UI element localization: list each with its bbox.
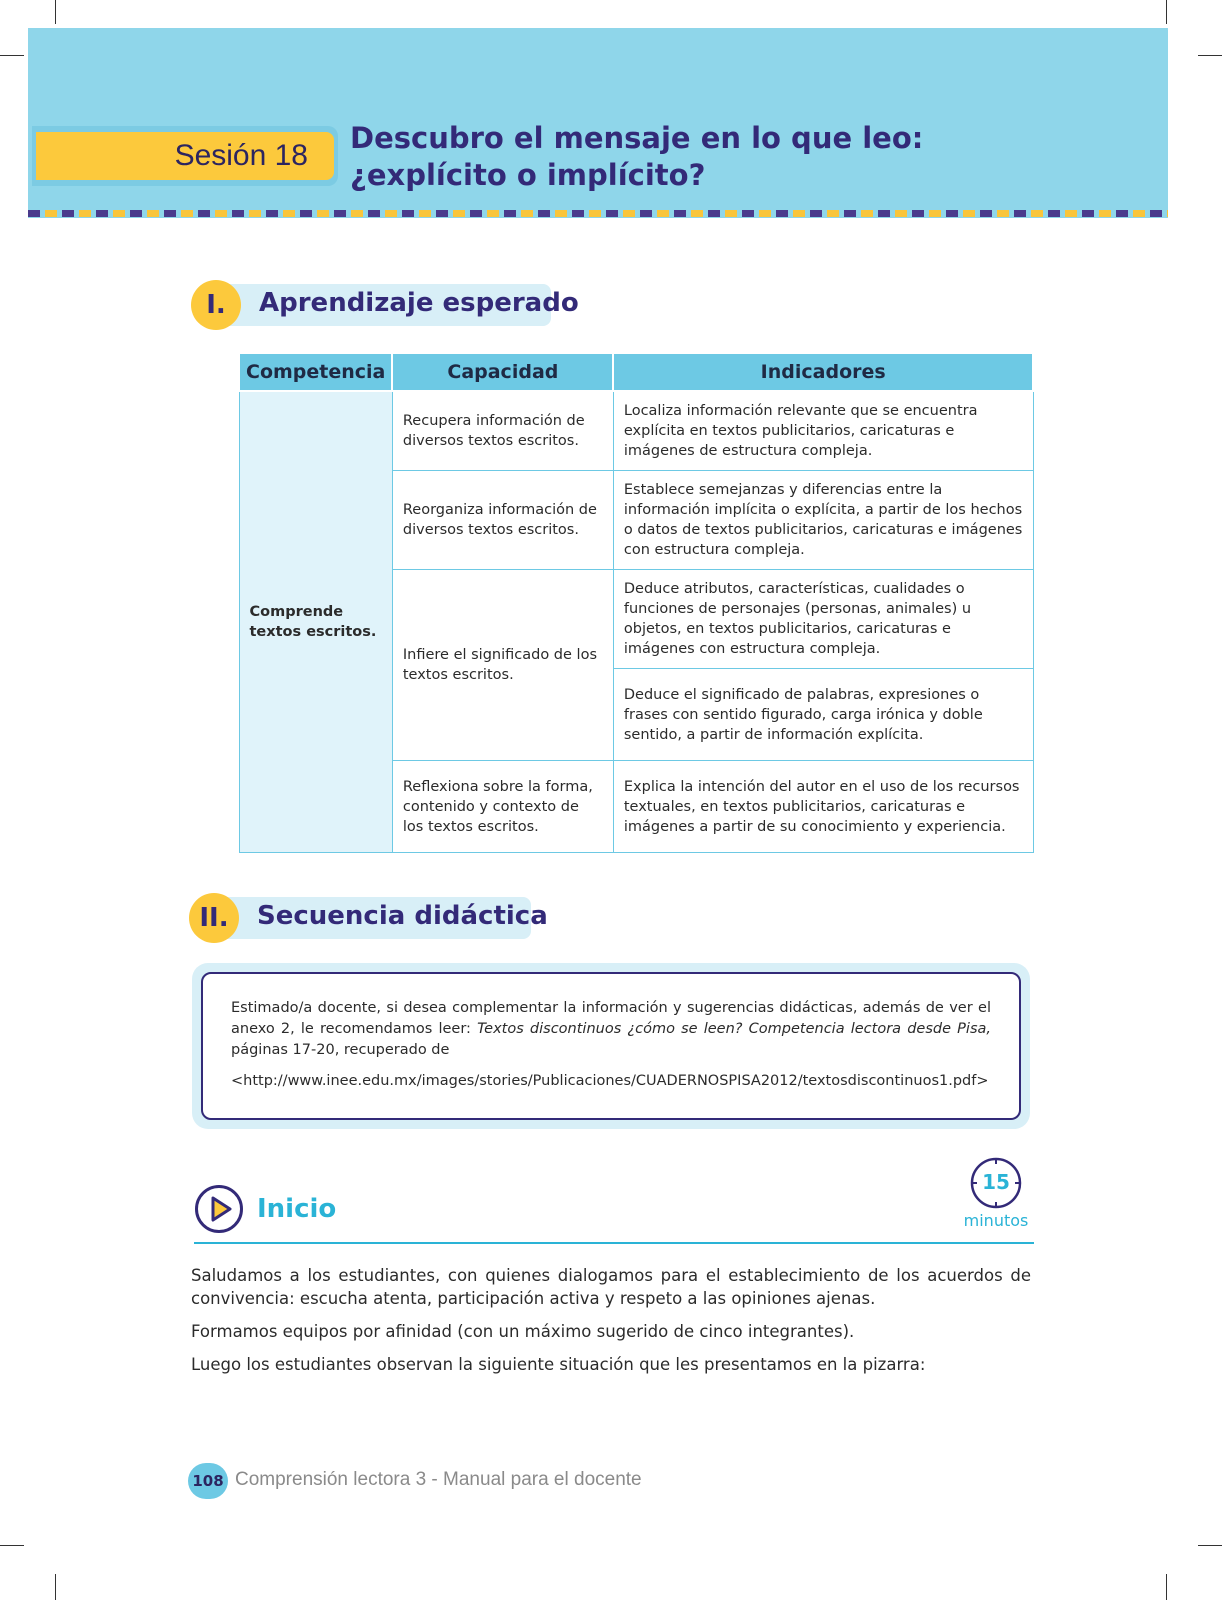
table-header-cell: Indicadores xyxy=(613,353,1033,391)
capacidad-cell: Reorganiza información de diversos textos escritos. xyxy=(392,471,613,570)
inicio-body xyxy=(191,1264,1031,1386)
timer-unit: minutos xyxy=(963,1211,1029,1230)
teacher-note-content xyxy=(201,972,1021,1120)
page-title-line1: Descubro el mensaje en lo que leo: xyxy=(350,121,924,155)
indicador-cell: Deduce el significado de palabras, expresiones o frases con sentido figurado, carga irónica y doble sentido, a partir de información explícita. xyxy=(613,669,1033,761)
indicador-cell: Deduce atributos, características, cualidades o funciones de personajes (personas, animales) u objetos, en textos publicitarios, caricaturas e imágenes con estructura compleja. xyxy=(613,570,1033,669)
page-number: 108 xyxy=(188,1463,228,1499)
competency-table xyxy=(238,352,1034,853)
capacidad-cell: Recupera información de diversos textos escritos. xyxy=(392,391,613,471)
note-text-before: Estimado/a docente, si desea complementar la información y sugerencias didácticas, además de ver el anexo 2, le recomendamos leer: xyxy=(231,1000,991,1037)
note-url: <http://www.inee.edu.mx/images/stories/Publicaciones/CUADERNOSPISA2012/textosdiscontinuos1.pdf> xyxy=(231,1073,989,1089)
indicador-cell: Establece semejanzas y diferencias entre la información implícita o explícita, a partir de los hechos o datos de textos publicitarios, caricaturas e imágenes con estructura compleja. xyxy=(613,471,1033,570)
play-icon xyxy=(194,1184,244,1234)
inicio-divider xyxy=(194,1242,1034,1244)
table-header-cell: Competencia xyxy=(239,353,392,391)
paragraph: Luego los estudiantes observan la siguiente situación que les presentamos en la pizarra: xyxy=(191,1355,926,1374)
crop-mark xyxy=(1166,0,1167,24)
crop-mark xyxy=(1166,1574,1167,1600)
paragraph: Saludamos a los estudiantes, con quienes dialogamos para el establecimiento de los acuerdos de convivencia: escucha atenta, participación activa y respeto a las opiniones ajenas. xyxy=(191,1266,1031,1308)
table-row xyxy=(239,391,1033,471)
crop-mark xyxy=(1198,1545,1222,1546)
section-numeral: I. xyxy=(191,280,241,330)
section-title: Aprendizaje esperado xyxy=(259,288,579,318)
session-label: Sesión 18 xyxy=(174,139,308,172)
page-title-line2: ¿explícito o implícito? xyxy=(350,158,706,192)
crop-mark xyxy=(0,1545,24,1546)
indicador-cell: Localiza información relevante que se encuentra explícita en textos publicitarios, caricaturas e imágenes de estructura compleja. xyxy=(613,391,1033,471)
teacher-note-box xyxy=(192,963,1030,1129)
session-badge-inner xyxy=(36,132,334,180)
capacidad-cell: Reflexiona sobre la forma, contenido y contexto de los textos escritos. xyxy=(392,761,613,853)
crop-mark xyxy=(0,55,24,56)
note-text-after: páginas 17-20, recuperado de xyxy=(231,1042,450,1058)
note-reference-title: Textos discontinuos ¿cómo se leen? Competencia lectora desde Pisa, xyxy=(477,1021,992,1037)
capacidad-cell: Infiere el significado de los textos escritos. xyxy=(392,570,613,761)
section-heading-aprendizaje xyxy=(191,280,579,330)
crop-mark xyxy=(1198,55,1222,56)
page-title xyxy=(350,120,1150,194)
table-header-cell: Capacidad xyxy=(392,353,613,391)
section-heading-secuencia xyxy=(189,893,549,943)
session-badge xyxy=(32,126,338,186)
footer-book-title: Comprensión lectora 3 - Manual para el docente xyxy=(235,1469,642,1490)
table-header-row xyxy=(239,353,1033,391)
indicador-cell: Explica la intención del autor en el uso de los recursos textuales, en textos publicitarios, caricaturas e imágenes a partir de su conocimiento y experiencia. xyxy=(613,761,1033,853)
competencia-cell: Comprende textos escritos. xyxy=(239,391,392,853)
inicio-title: Inicio xyxy=(257,1194,337,1224)
crop-mark xyxy=(55,0,56,24)
crop-mark xyxy=(55,1574,56,1600)
section-numeral: II. xyxy=(189,893,239,943)
section-title: Secuencia didáctica xyxy=(257,901,548,931)
header-dash-strip xyxy=(28,210,1168,217)
timer-minutes: 15 xyxy=(982,1170,1010,1194)
teacher-note-text xyxy=(231,998,991,1061)
paragraph: Formamos equipos por afinidad (con un máximo sugerido de cinco integrantes). xyxy=(191,1322,855,1341)
